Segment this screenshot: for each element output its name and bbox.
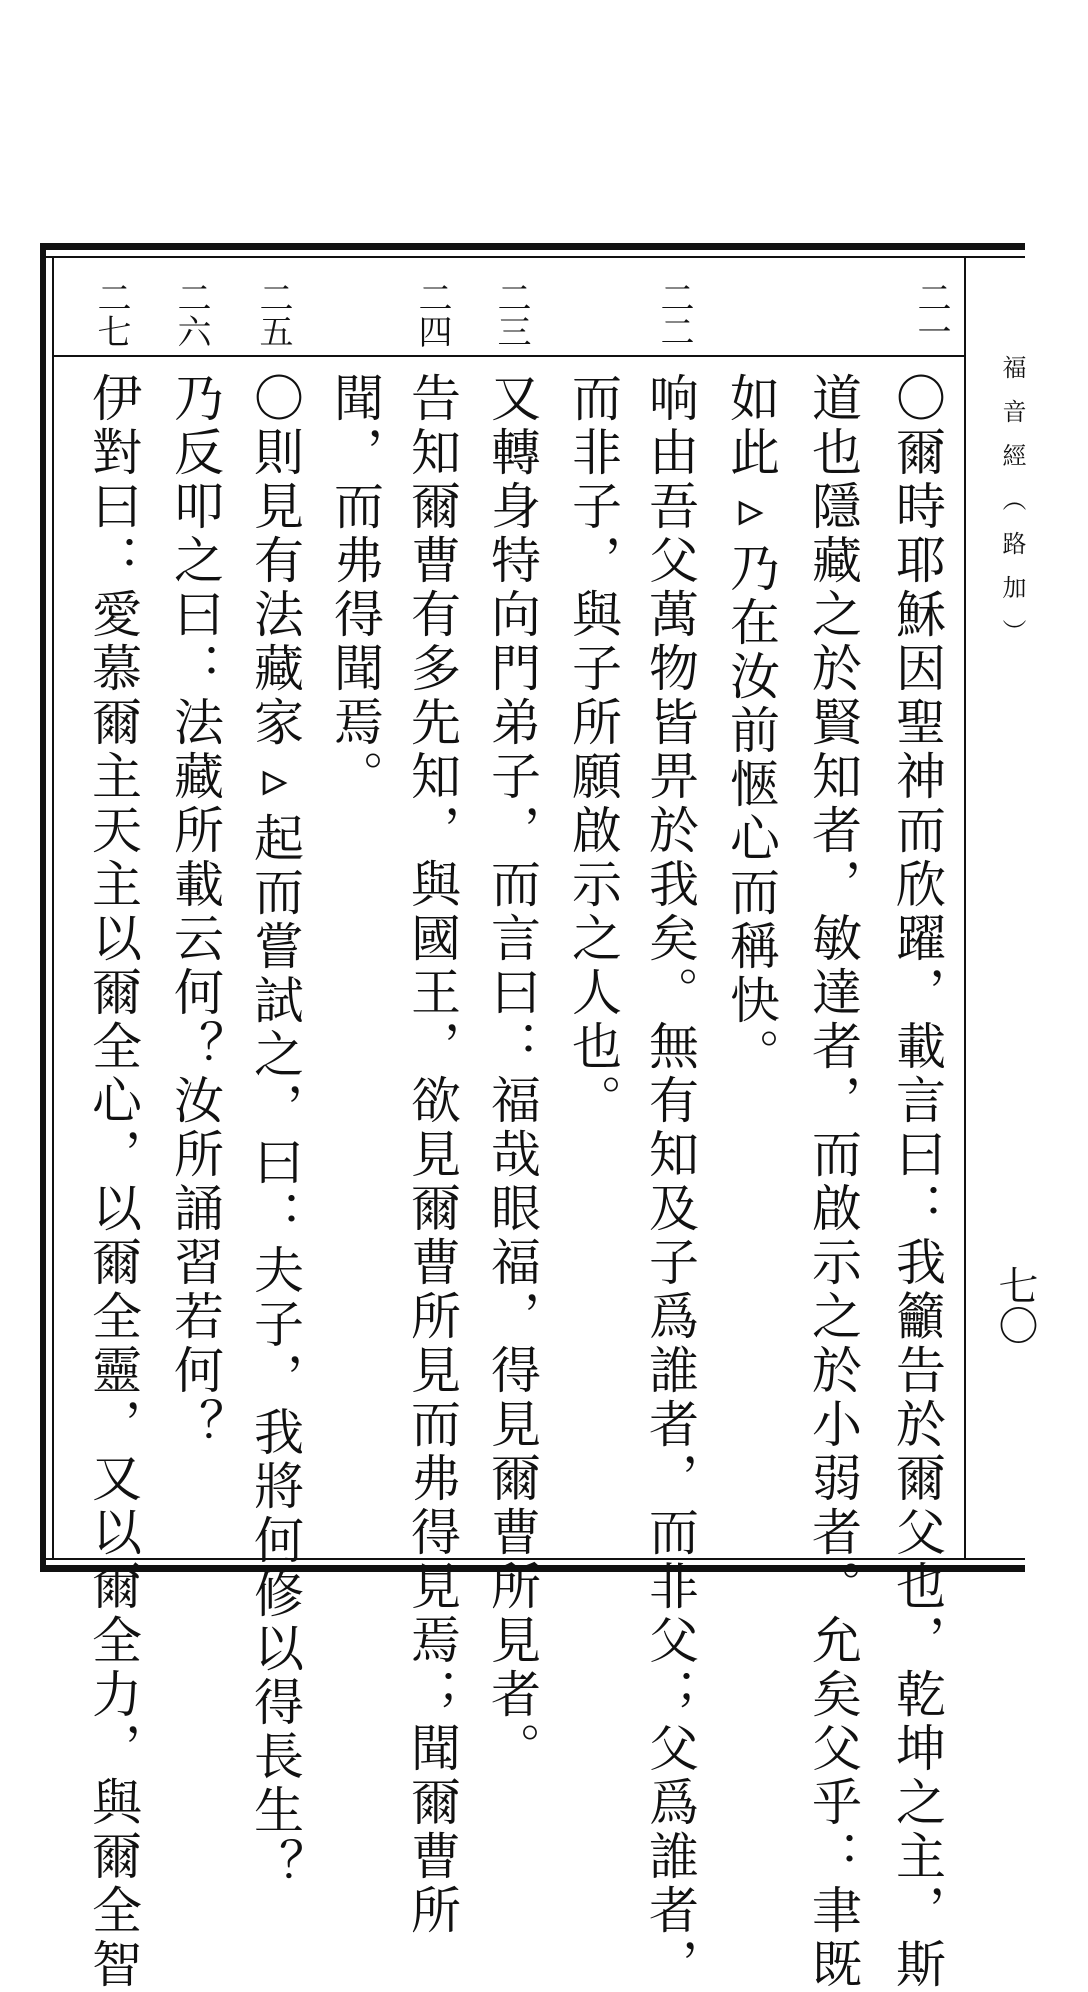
text-column: 聞，而弗得聞焉。 bbox=[326, 372, 384, 804]
verse-number: 二二 bbox=[654, 280, 694, 348]
text-column: 伊對曰：愛慕爾主天主以爾全心，以爾全靈，又以爾全力，與爾全智 bbox=[84, 372, 142, 1992]
text-column: 响由吾父萬物皆畀於我矣。無有知及子爲誰者，而非父；父爲誰者， bbox=[641, 372, 699, 1992]
verse-number: 二六 bbox=[171, 280, 211, 348]
verse-number: 二一 bbox=[911, 280, 951, 348]
text-column: 如此▹乃在汝前愜心而稱快。 bbox=[722, 372, 780, 1082]
frame-top-thick-rule bbox=[40, 243, 1025, 250]
text-column: 道也隱藏之於賢知者，敏達者，而啟示之於小弱者。允矣父乎：聿既 bbox=[804, 372, 862, 1992]
page-number: 七〇 bbox=[992, 1265, 1038, 1345]
running-title: 福音經（路加） bbox=[998, 355, 1026, 663]
frame-top-thin-rule bbox=[40, 256, 1025, 258]
verse-number: 二四 bbox=[412, 280, 452, 348]
text-column: 〇則見有法藏家▹起而嘗試之，曰：夫子，我將何修以得長生？ bbox=[246, 372, 304, 1892]
frame-left-thick-rule bbox=[40, 243, 46, 1572]
text-column: 又轉身特向門弟子，而言曰：福哉眼福，得見爾曹所見者。 bbox=[483, 372, 541, 1776]
text-column: 告知爾曹有多先知，與國王，欲見爾曹所見而弗得見焉；聞爾曹所 bbox=[403, 372, 461, 1938]
verse-number-divider bbox=[54, 355, 964, 357]
frame-right-rule bbox=[964, 256, 966, 1560]
text-column: 而非子，與子所願啟示之人也。 bbox=[564, 372, 622, 1128]
verse-number: 二五 bbox=[253, 280, 293, 348]
frame-left-thin-rule bbox=[52, 256, 54, 1560]
text-column: 乃反叩之曰：法藏所載云何？汝所誦習若何？ bbox=[166, 372, 224, 1452]
verse-number: 二七 bbox=[91, 280, 131, 348]
text-column: 〇爾時耶穌因聖神而欣躍，載言曰：我籲告於爾父也，乾坤之主，斯 bbox=[888, 372, 946, 1992]
verse-number: 二三 bbox=[491, 280, 531, 348]
